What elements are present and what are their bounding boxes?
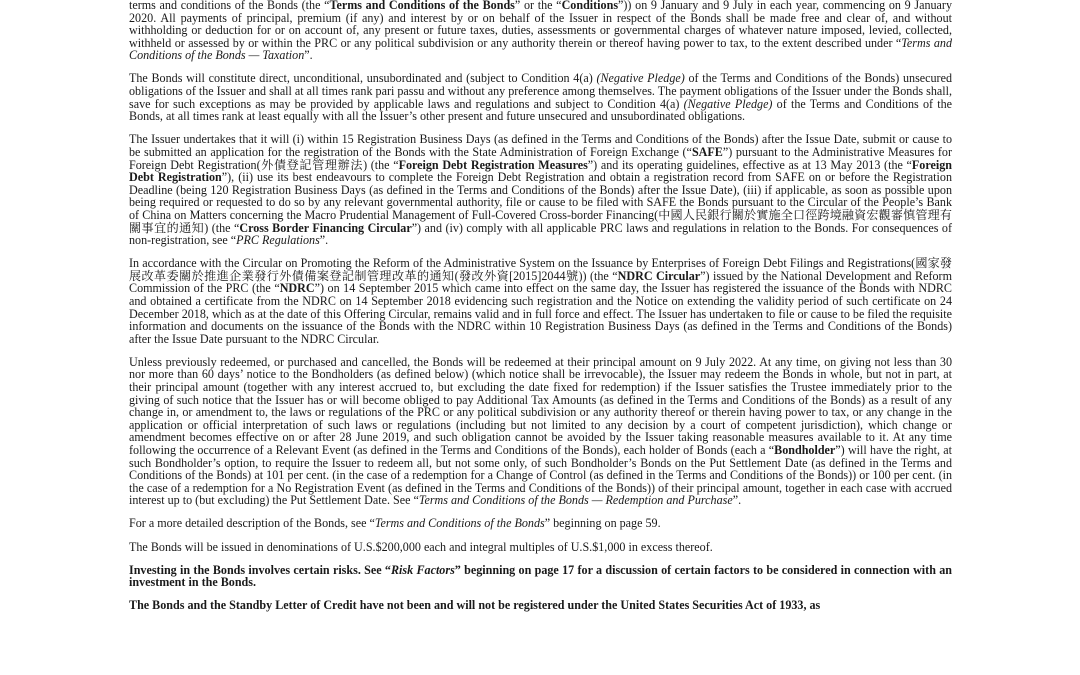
cross-reference: (Negative Pledge) <box>596 71 685 86</box>
cross-reference: (Negative Pledge) <box>683 96 773 111</box>
text-run: The Bonds will constitute direct, unconditional, unsubordinated and (subject to Condition 4(a) <box>129 71 597 86</box>
defined-term: Conditions <box>561 0 619 12</box>
paragraph-safe-registration <box>129 133 952 246</box>
defined-term: Bondholder <box>774 443 836 457</box>
cross-reference: Risk Factors <box>390 562 455 577</box>
defined-term: Foreign Debt Registration Measures <box>398 157 588 172</box>
defined-term: Foreign Debt Registration <box>129 157 952 185</box>
text-run: ”. <box>319 233 329 248</box>
cross-reference: PRC Regulations <box>236 233 320 248</box>
text-run: of the Terms and Conditions of the Bonds) unsecured obligations of the Issuer and shall at all times rank pari passu and without any preference among themselves. The payment obligations of the Issuer under the Bonds shall, save for such exceptions as may be provided by applicable laws and regulations and subject to Condition 4(a) <box>129 71 952 111</box>
text-run: ” beginning on page 17 for a discussion of certain factors to be considered in connection with an investment in the Bonds. <box>129 562 952 590</box>
defined-term: NDRC Circular <box>617 268 701 283</box>
defined-term: Terms and Conditions of the Bonds <box>329 0 515 12</box>
paragraph-ndrc-circular <box>129 257 952 345</box>
text-run: ”. <box>304 48 313 63</box>
text-run: In accordance with the Circular on Promoting the Reform of the Administrative System on the Issuance by Enterprises of Foreign Debt Filings and Registrations(國家發展改革委關於推進企業發行外債備案登記制管理改革的通知(發改外資[2015]2044號)) (the “ <box>129 256 952 283</box>
paragraph-interest-payments <box>129 0 952 62</box>
text-run: The Issuer undertakes that it will (i) within 15 Registration Business Days (as defined in the Terms and Conditions of the Bonds) after the Issue Date, submit or cause to be submitted an application for the registration of the Bonds with the State Administration of Foreign Exchange (“ <box>129 132 952 159</box>
text-run: ”) issued by the National Development and Reform Commission of the PRC (the “ <box>129 268 952 296</box>
defined-term: Cross Border Financing Circular <box>239 220 412 235</box>
text-run: ”. <box>732 493 742 508</box>
text-run: ”)) on 9 January and 9 July in each year, commencing on 9 January 2020. All payments of principal, premium (if any) and interest by or on behalf of the Issuer in respect of the Bonds shall be made free and clear of, and without withholding or deduction for or on account of, any present or future taxes, duties, assessments or governmental charges of whatever nature imposed, levied, collected, withheld or assessed by or within the PRC or any political subdivision or any authority therein or thereof having power to tax, to the extent described under “ <box>129 0 953 50</box>
text-run: The Bonds will be issued in denominations of U.S.$200,000 each and integral multiples of U.S.$1,000 in excess thereof. <box>129 539 713 554</box>
paragraph-denominations <box>129 541 952 554</box>
defined-term: NDRC <box>279 281 315 296</box>
cross-reference: Terms and Conditions of the Bonds — Redemption and Purchase <box>418 493 733 508</box>
text-run: terms and conditions of the Bonds (the “ <box>129 0 330 12</box>
paragraph-risk-factors <box>129 564 952 589</box>
paragraph-securities-act <box>129 599 952 612</box>
text-run: The Bonds and the Standby Letter of Credit have not been and will not be registered under the United States Securities Act of 1933, as <box>129 598 821 613</box>
text-run: ”) will have the right, at such Bondholder’s option, to require the Issuer to redeem all, but not some only, of such Bondholder’s Bonds on the Put Settlement Date (as defined in the Terms and Conditions of the Bonds) at 101 per cent. (in the case of a redemption for a Change of Control (as defined in the Terms and Conditions of the Bonds)) or 100 per cent. (in the case of a redemption for a No Registration Event (as defined in the Terms and Conditions of the Bonds)) of their principal amount, together in each case with accrued interest up to (but excluding) the Put Settlement Date. See “ <box>129 443 952 508</box>
text-run: ”) and its operating guidelines, effective as at 13 May 2013 (the “ <box>587 157 912 172</box>
paragraph-status-of-bonds <box>129 72 952 122</box>
cross-reference: Terms and Conditions of the Bonds — Taxation <box>129 35 953 63</box>
text-run: ” beginning on page 59. <box>544 516 661 531</box>
text-run: of the Terms and Conditions of the Bonds, at all times rank at least equally with all the Issuer’s other present and future unsecured and unsubordinated obligations. <box>129 96 952 124</box>
text-run: ”) and (iv) comply with all applicable PRC laws and regulations in relation to the Bonds. For consequences of non-registration, see “ <box>129 220 953 248</box>
text-run: Unless previously redeemed, or purchased and cancelled, the Bonds will be redeemed at their principal amount on 9 July 2022. At any time, on giving not less than 30 nor more than 60 days’ notice to the Bondholders (as defined below) (which notice shall be irrevocable), the Issuer may redeem the Bonds in whole, but not in part, at their principal amount (together with any interest accrued to, but excluding the date fixed for redemption) if the Issuer satisfies the Trustee immediately prior to the giving of such notice that the Issuer has or will become obliged to pay Additional Tax Amounts (as defined in the Terms and Conditions of the Bonds) as a result of any change in, or amendment to, the laws or regulations of the PRC or any political subdivision or any authority thereof or therein having power to tax, or any change in the application or official interpretation of such laws or regulations (including but not limited to any decision by a court of competent jurisdiction), which change or amendment becomes effective on or after 28 June 2019, and such obligation cannot be avoided by the Issuer taking reasonable measures available to it. At any time following the occurrence of a Relevant Event (as defined in the Terms and Conditions of the Bonds), each holder of Bonds (each a “ <box>129 354 952 457</box>
paragraph-detailed-description <box>129 517 952 530</box>
text-run: For a more detailed description of the Bonds, see “ <box>129 516 375 531</box>
text-run: ” or the “ <box>514 0 562 12</box>
text-run: ”) on 14 September 2015 which came into effect on the same day, the Issuer has registered the issuance of the Bonds with NDRC and obtained a certificate from the NDRC on 14 September 2018 evidencing such registration and the Notice on extending the validity period of such certificate on 24 December 2018, which as at the date of this Offering Circular, remains valid and in full force and effect. The Issuer has undertaken to file or cause to be filed the requisite information and documents on the issuance of the Bonds with the NDRC within 10 Registration Business Days (as defined in the Terms and Conditions of the Bonds) after the Issue Date pursuant to the NDRC Circular. <box>129 281 952 346</box>
text-run: ”) pursuant to the Administrative Measures for Foreign Debt Registration(外債登記管理辦法) (the “ <box>129 144 952 172</box>
text-run: Investing in the Bonds involves certain risks. See “ <box>129 562 391 577</box>
text-run: ”), (ii) use its best endeavours to complete the Foreign Debt Registration and obtain a registration record from SAFE on or before the Registration Deadline (being 120 Registration Business Days (as defined in the Terms and Conditions of the Bonds) after the Issue Date), (iii) if applicable, as soon as possible upon being required or requested to do so by any relevant governmental authority, file or cause to be filed with SAFE the Bonds pursuant to the Circular of the People’s Bank of China on Matters concerning the Macro Prudential Management of Full-Covered Cross-border Financing(中國人民銀行關於實施全口徑跨境融資宏觀審慎管理有關事宜的通知) (the “ <box>129 170 952 235</box>
cross-reference: Terms and Conditions of the Bonds <box>374 516 545 531</box>
document-page <box>129 0 952 622</box>
defined-term: SAFE <box>691 144 723 159</box>
paragraph-redemption <box>129 356 952 507</box>
